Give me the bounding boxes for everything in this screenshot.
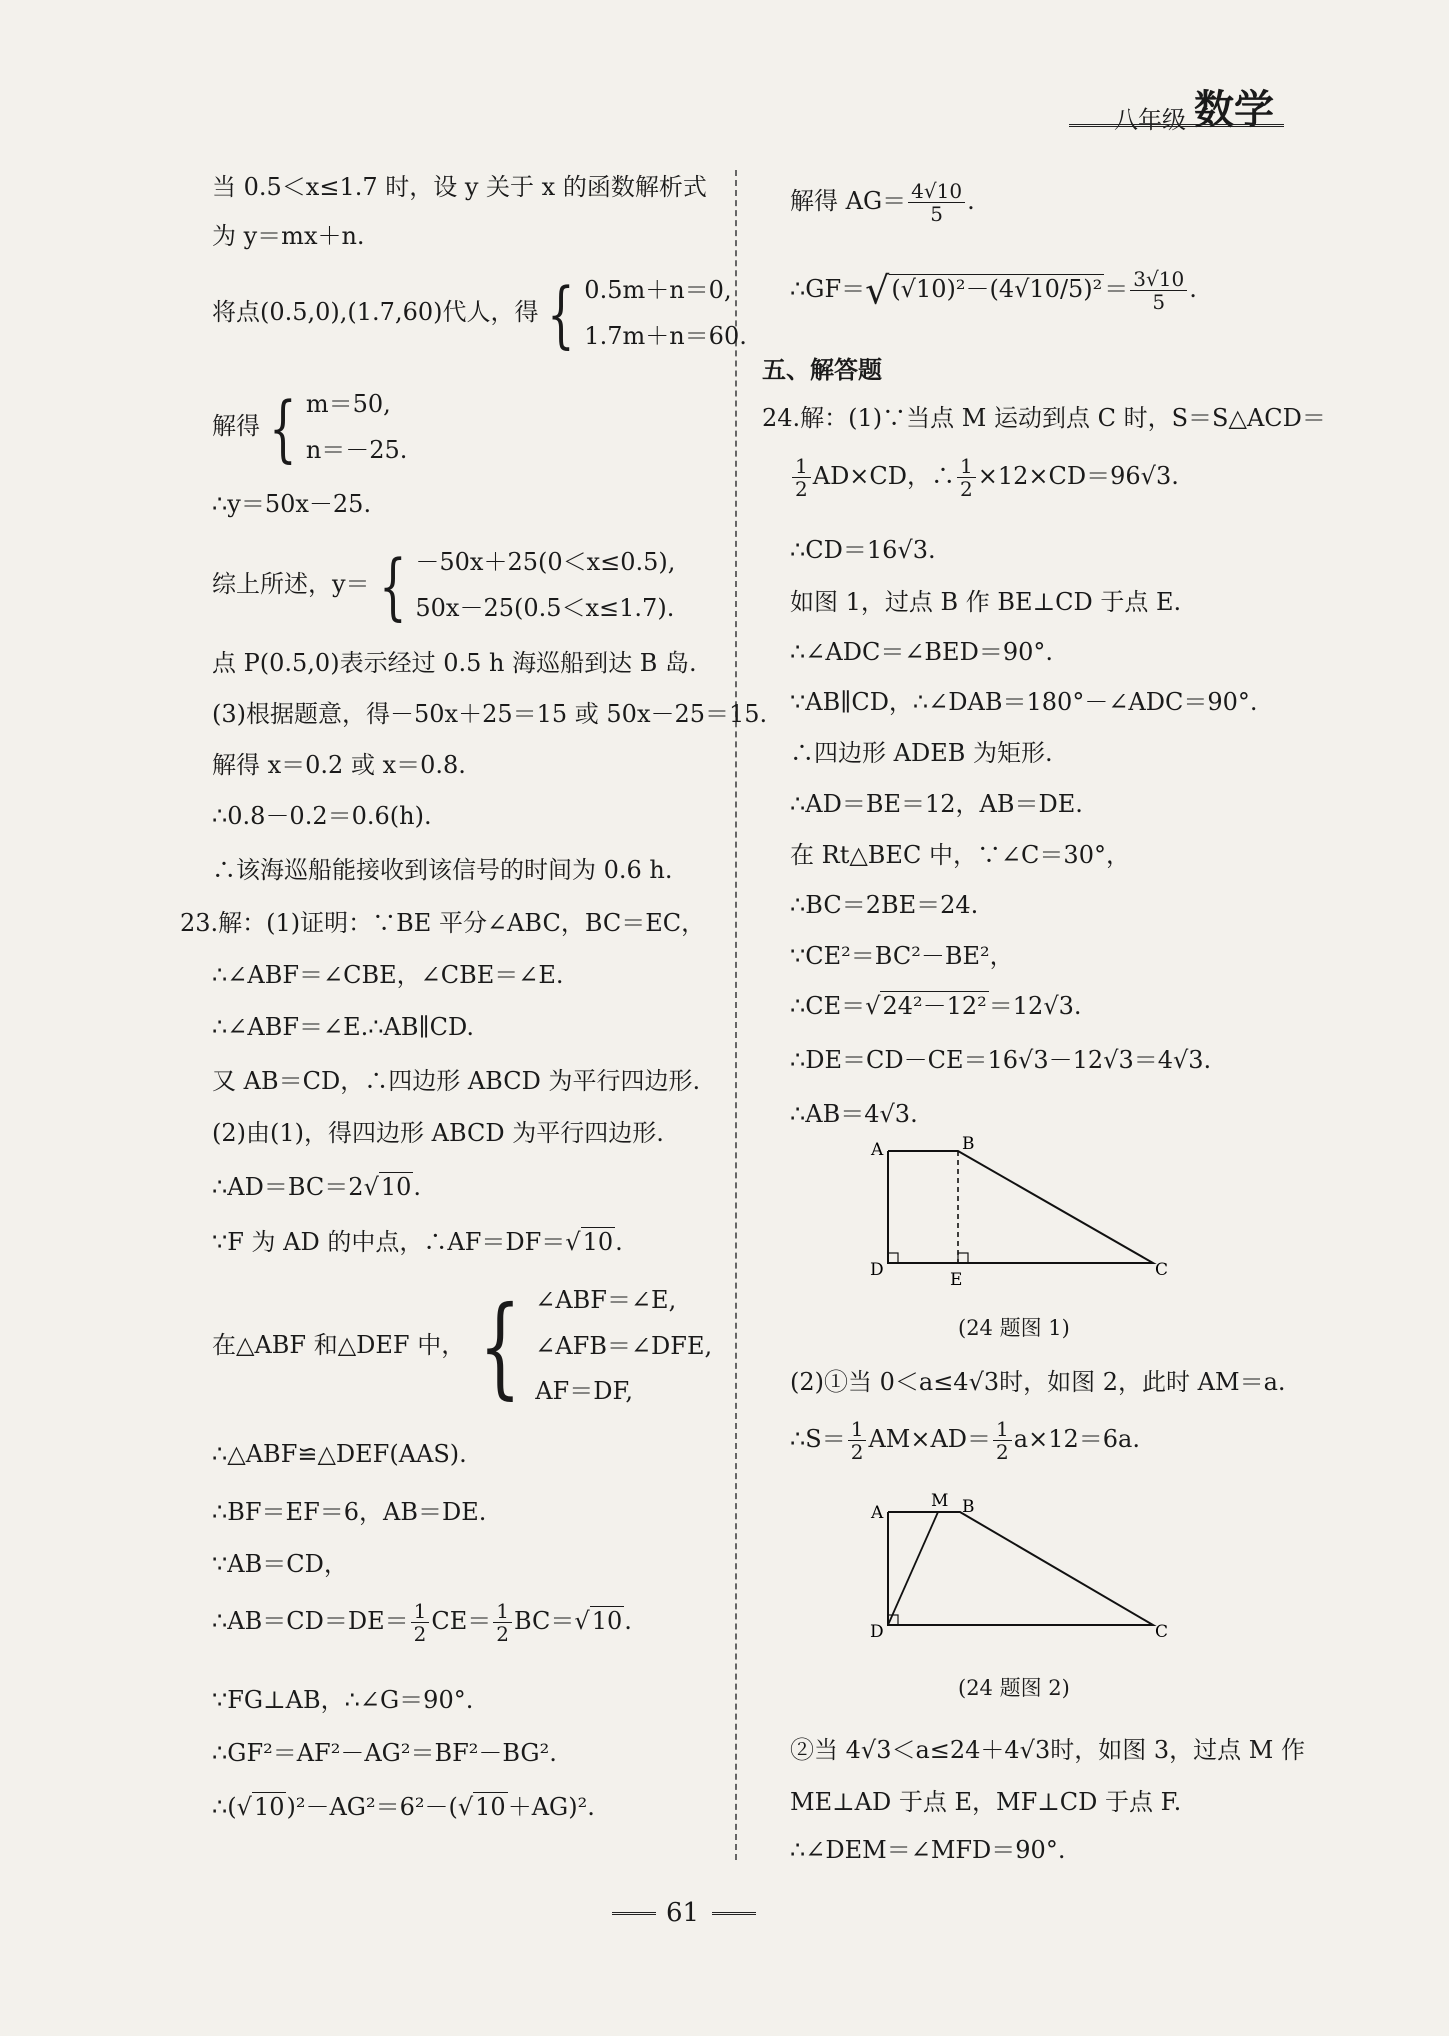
math-line (790, 1418, 1140, 1463)
text-line: ∴该海巡船能接收到该信号的时间为 0.6 h. (212, 856, 673, 884)
radicand: 10 (591, 1607, 623, 1635)
eq: AF＝DF, (535, 1377, 633, 1406)
numerator: 1 (411, 1600, 430, 1623)
text-line: (3)根据题意，得－50x＋25＝15 或 50x－25＝15. (212, 700, 768, 728)
denominator: 5 (930, 202, 943, 226)
text-line: ∴AD＝BE＝12，AB＝DE. (790, 790, 1083, 818)
fig2-label-C: C (1155, 1622, 1168, 1642)
text: )²－AG²＝6²－( (286, 1793, 458, 1821)
text: ×12×CD＝96√3. (977, 462, 1179, 490)
text: 将点(0.5,0),(1.7,60)代人，得 (212, 298, 539, 327)
text: ∴CE＝ (790, 992, 866, 1020)
text: CE＝ (431, 1607, 492, 1635)
text-line: ∴AB＝4√3. (790, 1100, 918, 1128)
brace: { (269, 385, 297, 470)
text-line: ②当 4√3＜a≤24＋4√3时，如图 3，过点 M 作 (790, 1736, 1305, 1764)
numerator: 3√10 (1130, 268, 1187, 291)
figure-1 (868, 1135, 1168, 1290)
denominator: 5 (1152, 290, 1166, 314)
text-line: 在 Rt△BEC 中，∵∠C＝30°， (790, 841, 1130, 869)
page-number-rule-left (612, 1912, 656, 1915)
text: 解得 AG＝ (790, 187, 907, 215)
text: ∴AB＝CD＝DE＝ (212, 1607, 409, 1635)
text-line: ∴四边形 ADEB 为矩形. (790, 739, 1053, 767)
text-line: ∴0.8－0.2＝0.6(h). (212, 802, 432, 830)
eq: －50x＋25(0＜x≤0.5), (415, 548, 676, 576)
text: ＋AG)². (507, 1793, 595, 1821)
math-line: ∴CE＝√24²－12²＝12√3. (790, 992, 1082, 1020)
text-line: 如图 1，过点 B 作 BE⊥CD 于点 E. (790, 588, 1182, 616)
text-line: 又 AB＝CD，∴四边形 ABCD 为平行四边形. (212, 1067, 701, 1095)
fig1-label-C: C (1155, 1260, 1168, 1280)
text: ∴( (212, 1793, 237, 1821)
text-line: ∴BC＝2BE＝24. (790, 891, 979, 919)
fig1-label-B: B (962, 1135, 975, 1154)
fig1-right-angle-D (888, 1253, 898, 1263)
page-number-rule-right (712, 1912, 756, 1915)
math-line: ∴AB＝CD＝DE＝ $\frac{1}{2}$ CE＝ $\frac{1}{2}$ BC＝√10. (212, 1599, 632, 1646)
text: 在△ABF 和△DEF 中， (212, 1330, 466, 1359)
text-line: ∴∠DEM＝∠MFD＝90°. (790, 1836, 1066, 1864)
math-line: ∴(√10)²－AG²＝6²－(√10＋AG)². (212, 1793, 595, 1821)
text-line: ∵CE²＝BC²－BE²， (790, 942, 1014, 970)
math-line (790, 455, 1179, 500)
text: ∴GF＝ (790, 275, 866, 303)
text-line: ∵AB∥CD，∴∠DAB＝180°－∠ADC＝90°. (790, 688, 1258, 716)
figure-1-caption: (24 题图 1) (958, 1316, 1070, 1340)
fig2-label-B: B (962, 1497, 975, 1517)
radicand: 10 (380, 1173, 412, 1201)
text-line: ∴∠ABF＝∠CBE，∠CBE＝∠E. (212, 961, 564, 989)
fraction (848, 1418, 867, 1463)
denominator: 2 (960, 477, 973, 501)
math-line: 解得 AG＝ $\frac{4√10}{5}$ . (790, 179, 975, 226)
fig1-label-D: D (870, 1260, 884, 1280)
eq: n＝－25. (305, 435, 408, 464)
text-line: ∴GF²＝AF²－AG²＝BF²－BG². (212, 1739, 557, 1767)
text: AM×AD＝ (868, 1425, 992, 1453)
math-line: ∴GF＝√(√10)²－(4√10/5)²＝ $\frac{3√10}{5}$ . (790, 267, 1197, 314)
fraction (1130, 268, 1187, 313)
eq: 50x－25(0.5＜x≤1.7). (415, 593, 675, 622)
text-line: 当 0.5＜x≤1.7 时，设 y 关于 x 的函数解析式 (212, 173, 707, 201)
denominator: 2 (795, 477, 808, 501)
text-line: ∴CD＝16√3. (790, 536, 936, 564)
text-line: 解得 x＝0.2 或 x＝0.8. (212, 751, 466, 779)
radicand: 24²－12² (882, 992, 987, 1020)
text-line: ∴DE＝CD－CE＝16√3－12√3＝4√3. (790, 1046, 1212, 1074)
subject-title: 数学 (1194, 86, 1274, 133)
fraction (993, 1418, 1012, 1463)
math-line: ∵F 为 AD 的中点，∴AF＝DF＝√10. (212, 1228, 623, 1256)
numerator: 1 (957, 455, 976, 478)
text-line: ∴△ABF≌△DEF(AAS). (212, 1440, 467, 1468)
text-line: ∵AB＝CD， (212, 1550, 348, 1578)
page-number: 61 (666, 1898, 700, 1928)
fraction (908, 180, 965, 225)
text-line: 为 y＝mx＋n. (212, 222, 365, 250)
eq: ∠AFB＝∠DFE, (535, 1331, 713, 1360)
text: a×12＝6a. (1013, 1425, 1140, 1453)
eq: 1.7m＋n＝60. (584, 321, 747, 350)
denominator: 2 (496, 1622, 509, 1646)
numerator: 1 (993, 1418, 1012, 1441)
denominator: 2 (850, 1440, 864, 1464)
text-line: 23.解：(1)证明：∵BE 平分∠ABC，BC＝EC， (180, 909, 706, 937)
text: ∴S＝ (790, 1425, 846, 1453)
text-line: (2)①当 0＜a≤4√3时，如图 2，此时 AM＝a. (790, 1368, 1286, 1396)
text: ＝ (1104, 275, 1129, 303)
section-heading: 五、解答题 (762, 356, 882, 384)
figure-2 (868, 1492, 1168, 1647)
text: BC＝ (513, 1607, 575, 1635)
fig2-label-A: A (871, 1503, 884, 1523)
fraction (957, 455, 976, 500)
brace: { (378, 543, 407, 628)
text-line: ∴BF＝EF＝6，AB＝DE. (212, 1498, 487, 1526)
brace: { (547, 271, 576, 356)
fraction (792, 455, 811, 500)
text-line: 点 P(0.5,0)表示经过 0.5 h 海巡船到达 B 岛. (212, 649, 697, 677)
fig2-label-D: D (870, 1622, 884, 1642)
fig1-trapezoid (888, 1151, 1153, 1263)
text-line: ∴∠ADC＝∠BED＝90°. (790, 638, 1053, 666)
eq: ∠ABF＝∠E, (535, 1286, 677, 1314)
fig2-trapezoid (888, 1512, 1153, 1625)
radicand: 10 (475, 1793, 506, 1821)
radicand: (√10)²－(4√10/5)² (891, 275, 1103, 303)
fig1-right-angle-E (958, 1253, 968, 1263)
text: ＝12√3. (988, 992, 1082, 1020)
brace: { (479, 1282, 522, 1411)
grade-label: 八年级 (1114, 106, 1186, 134)
text: 综上所述，y＝ (212, 570, 370, 599)
denominator: 2 (996, 1440, 1009, 1464)
fig1-label-E: E (950, 1270, 963, 1290)
fig1-label-A: A (871, 1140, 884, 1160)
text-line: 24.解：(1)∵当点 M 运动到点 C 时，S＝S△ACD＝ (762, 404, 1326, 432)
text: AD×CD，∴ (812, 462, 956, 490)
math-line: ∴AD＝BC＝2√10. (212, 1173, 422, 1201)
denominator: 2 (413, 1622, 427, 1646)
text-line: ∴∠ABF＝∠E.∴AB∥CD. (212, 1013, 474, 1041)
text: 解得 (212, 412, 260, 441)
text: ∵F 为 AD 的中点，∴AF＝DF＝ (212, 1228, 566, 1256)
text-line: ∴y＝50x－25. (212, 490, 372, 518)
fig2-segment-MD (888, 1512, 938, 1625)
text-line: ME⊥AD 于点 E，MF⊥CD 于点 F. (790, 1788, 1182, 1816)
text-line: ∵FG⊥AB，∴∠G＝90°. (212, 1686, 474, 1714)
text: ∴AD＝BC＝2 (212, 1173, 364, 1201)
numerator: 1 (848, 1418, 867, 1441)
numerator: 1 (493, 1600, 512, 1623)
fig2-label-M: M (931, 1492, 949, 1511)
numerator: 1 (792, 455, 811, 478)
eq: m＝50, (305, 390, 391, 418)
numerator: 4√10 (908, 180, 965, 203)
text-line: (2)由(1)，得四边形 ABCD 为平行四边形. (212, 1119, 664, 1147)
radicand: 10 (582, 1228, 614, 1256)
figure-2-caption: (24 题图 2) (958, 1676, 1070, 1700)
radicand: 10 (253, 1793, 285, 1821)
eq: 0.5m＋n＝0, (584, 276, 732, 304)
